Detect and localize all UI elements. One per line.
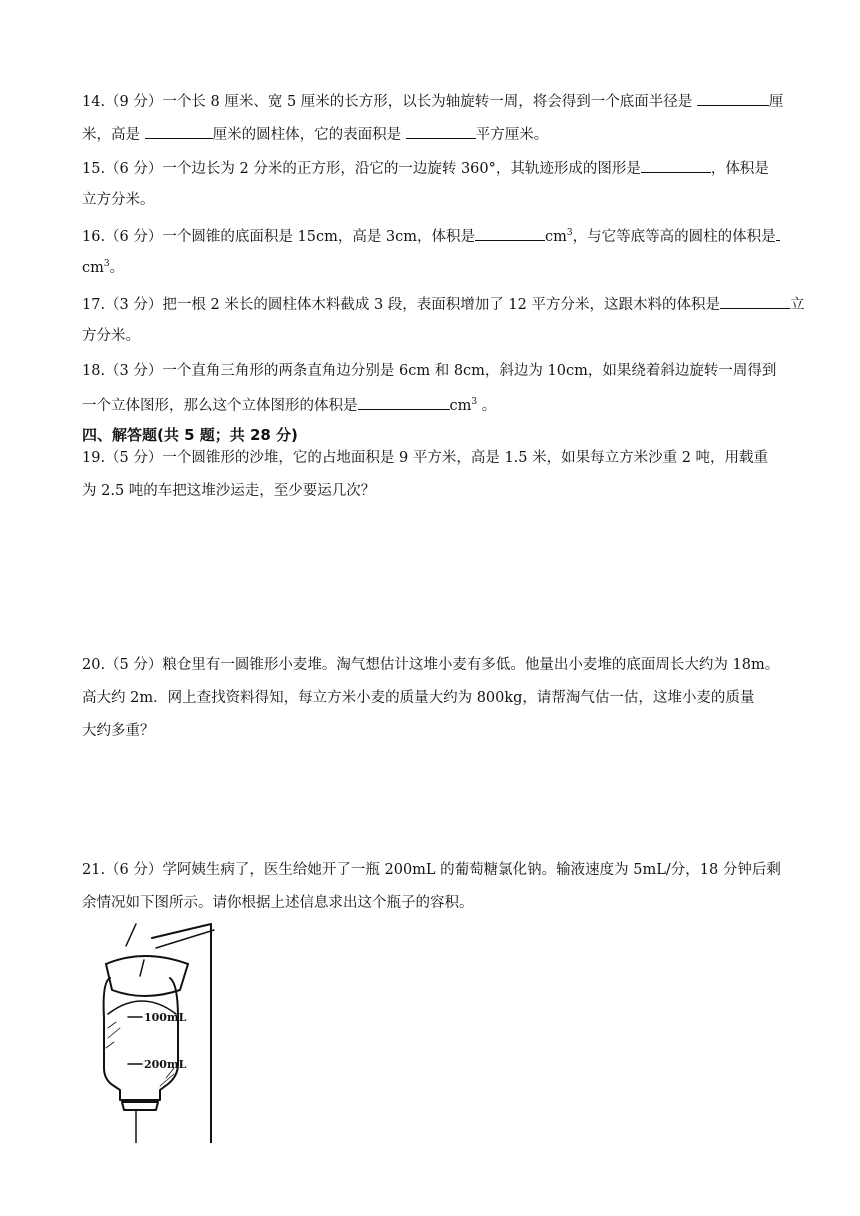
q18-text: cm [449,398,472,414]
question-18-line-2 [82,394,810,416]
q19-text: 为 2.5 吨的车把这堆沙运走，至少要运几次？ [82,483,376,499]
q16-text: cm [82,260,104,276]
iv-bottle-figure [96,918,226,1143]
superscript: 3 [566,228,573,239]
q15-text: ，体积是 [710,161,769,177]
question-19-line-2 [82,481,810,501]
question-17-line-1 [82,293,810,315]
q14-text: 平方厘米。 [475,127,549,143]
q18-text: 一个立体图形，那么这个立体图形的体积是 [82,398,358,414]
question-19-line-1 [82,448,810,468]
q14-text: 厘 [768,94,784,110]
q14-text: 14.（9 分）一个长 8 厘米、宽 5 厘米的长方形，以长为轴旋转一周，将会得到一个底面半径是 [82,94,697,110]
q17-text: 方分米。 [82,328,140,344]
answer-blank[interactable] [697,90,769,106]
q14-text: 米，高是 [82,127,145,143]
q20-text: 20.（5 分）粮仓里有一圆锥形小麦堆。淘气想估计这堆小麦有多低。他量出小麦堆的底面周长大约为 18m。 [82,657,780,673]
section-heading: 四、解答题(共 5 题；共 28 分) [82,426,298,444]
question-20-line-2 [82,688,810,708]
q16-text: 。 [109,260,125,276]
answer-blank[interactable] [406,123,476,139]
question-16-line-1 [82,225,810,247]
answer-blank[interactable] [720,293,790,309]
q21-text: 21.（6 分）学阿姨生病了，医生给她开了一瓶 200mL 的葡萄糖氯化钠。输液速度为 5mL/分，18 分钟后剩 [82,862,781,878]
q21-text: 余情况如下图所示。请你根据上述信息求出这个瓶子的容积。 [82,895,474,911]
q15-text: 15.（6 分）一个边长为 2 分米的正方形，沿它的一边旋转 360°，其轨迹形成的图形是 [82,161,641,177]
q18-text: 18.（3 分）一个直角三角形的两条直角边分别是 6cm 和 8cm，斜边为 10cm，如果绕着斜边旋转一周得到 [82,363,777,379]
q15-text: 立方分米。 [82,192,155,208]
q18-text: 。 [477,398,497,414]
question-20-line-1 [82,655,810,675]
answer-blank[interactable] [776,225,780,241]
answer-blank[interactable] [358,394,450,410]
question-14-line-2 [82,123,810,145]
question-15-line-2 [82,190,810,210]
superscript: 3 [103,259,110,270]
question-15-line-1 [82,157,810,179]
superscript: 3 [471,397,478,408]
answer-blank[interactable] [641,157,711,173]
question-17-line-2 [82,326,810,346]
q16-text: ，与它等底等高的圆柱的体积是 [572,229,776,245]
q20-text: 大约多重？ [82,723,155,739]
q20-text: 高大约 2m．网上查找资料得知，每立方米小麦的质量大约为 800kg，请帮淘气估一估，这堆小麦的质量 [82,690,755,706]
question-20-line-3 [82,721,810,741]
answer-blank[interactable] [475,225,545,241]
mark-100ml: 100mL [144,1011,187,1024]
q14-text: 厘米的圆柱体，它的表面积是 [212,127,406,143]
mark-200ml: 200mL [144,1058,187,1071]
question-21-line-1 [82,860,810,880]
question-21-line-2 [82,893,810,913]
q19-text: 19.（5 分）一个圆锥形的沙堆，它的占地面积是 9 平方米，高是 1.5 米，如果每立方米沙重 2 吨，用载重 [82,450,769,466]
q17-text: 立 [789,297,805,313]
question-18-line-1 [82,361,810,381]
q16-text: 16.（6 分）一个圆锥的底面积是 15cm，高是 3cm，体积是 [82,229,476,245]
question-16-line-2 [82,258,810,278]
answer-blank[interactable] [145,123,213,139]
q16-text: cm [545,229,567,245]
q17-text: 17.（3 分）把一根 2 米长的圆柱体木料截成 3 段，表面积增加了 12 平方分米，这跟木料的体积是 [82,297,720,313]
question-14-line-1 [82,90,810,112]
